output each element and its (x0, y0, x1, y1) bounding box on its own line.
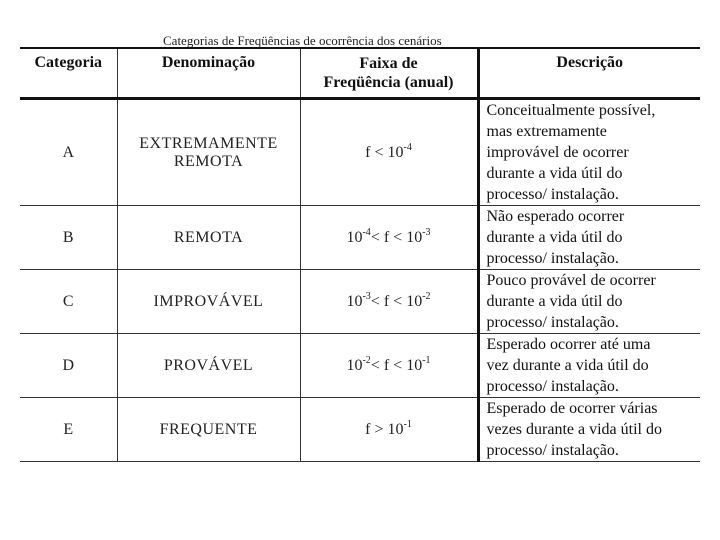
table-row (20, 270, 700, 334)
cell-faixa (300, 334, 478, 398)
denominacao-line2: REMOTA (173, 152, 244, 170)
cell-faixa (300, 398, 478, 462)
descricao-line: Pouco provável de ocorrer (486, 272, 656, 289)
faixa-exponent: -3 (422, 226, 431, 238)
cell-denominacao: PROVÁVEL (117, 334, 300, 398)
table-row (20, 206, 700, 270)
cell-faixa (300, 206, 478, 270)
descricao-line: processo/ instalação. (486, 378, 619, 395)
cell-denominacao: FREQUENTE (117, 398, 300, 462)
descricao-line: Não esperado ocorrer (486, 208, 625, 225)
table-row (20, 334, 700, 398)
cell-categoria: C (20, 270, 117, 334)
cell-descricao (478, 206, 700, 270)
cell-categoria: A (20, 99, 117, 206)
faixa-text: f > 10 (365, 420, 404, 438)
cell-denominacao: IMPROVÁVEL (117, 270, 300, 334)
cell-descricao (478, 398, 700, 462)
descricao-line: improvável de ocorrer (486, 144, 629, 161)
faixa-exponent: -4 (403, 141, 412, 153)
header-descricao: Descrição (478, 48, 700, 99)
header-faixa-line2: Freqüência (anual) (323, 74, 454, 91)
header-denominacao: Denominação (117, 48, 300, 99)
table-caption: Categorias de Freqüências de ocorrência dos cenários (163, 33, 442, 48)
descricao-line: durante a vida útil do (486, 165, 623, 182)
frequency-categories-table (20, 47, 700, 462)
cell-denominacao: REMOTA (117, 206, 300, 270)
cell-categoria: B (20, 206, 117, 270)
faixa-text: < f < 10 (370, 356, 423, 374)
faixa-exponent: -2 (422, 290, 431, 302)
table-row (20, 398, 700, 462)
faixa-exponent: -4 (362, 226, 371, 238)
descricao-line: durante a vida útil do (486, 293, 623, 310)
faixa-exponent: -2 (362, 354, 371, 366)
header-categoria: Categoria (20, 48, 117, 99)
descricao-line: mas extremamente (486, 123, 607, 140)
header-faixa-line1: Faixa de (359, 55, 418, 72)
descricao-line: processo/ instalação. (486, 442, 619, 459)
header-row (20, 48, 700, 99)
descricao-line: processo/ instalação. (486, 314, 619, 331)
cell-descricao (478, 99, 700, 206)
table-row (20, 99, 700, 206)
cell-categoria: E (20, 398, 117, 462)
faixa-text: f < 10 (365, 143, 404, 161)
descricao-line: Esperado de ocorrer várias (486, 400, 658, 417)
cell-faixa (300, 270, 478, 334)
cell-categoria: D (20, 334, 117, 398)
faixa-text: < f < 10 (370, 228, 423, 246)
header-faixa (300, 48, 478, 99)
faixa-text: 10 (346, 292, 363, 310)
cell-descricao (478, 270, 700, 334)
faixa-exponent: -1 (403, 418, 412, 430)
descricao-line: processo/ instalação. (486, 250, 619, 267)
descricao-line: processo/ instalação. (486, 186, 619, 203)
cell-descricao (478, 334, 700, 398)
faixa-text: < f < 10 (370, 292, 423, 310)
faixa-exponent: -1 (422, 354, 431, 366)
descricao-line: Esperado ocorrer até uma (486, 336, 651, 353)
descricao-line: durante a vida útil do (486, 229, 623, 246)
descricao-line: Conceitualmente possível, (486, 102, 656, 119)
faixa-text: 10 (346, 228, 363, 246)
faixa-text: 10 (346, 356, 363, 374)
denominacao-line1: EXTREMAMENTE (139, 134, 278, 152)
descricao-line: vez durante a vida útil do (486, 357, 649, 374)
faixa-exponent: -3 (362, 290, 371, 302)
descricao-line: vezes durante a vida útil do (486, 421, 662, 438)
cell-denominacao (117, 99, 300, 206)
cell-faixa (300, 99, 478, 206)
